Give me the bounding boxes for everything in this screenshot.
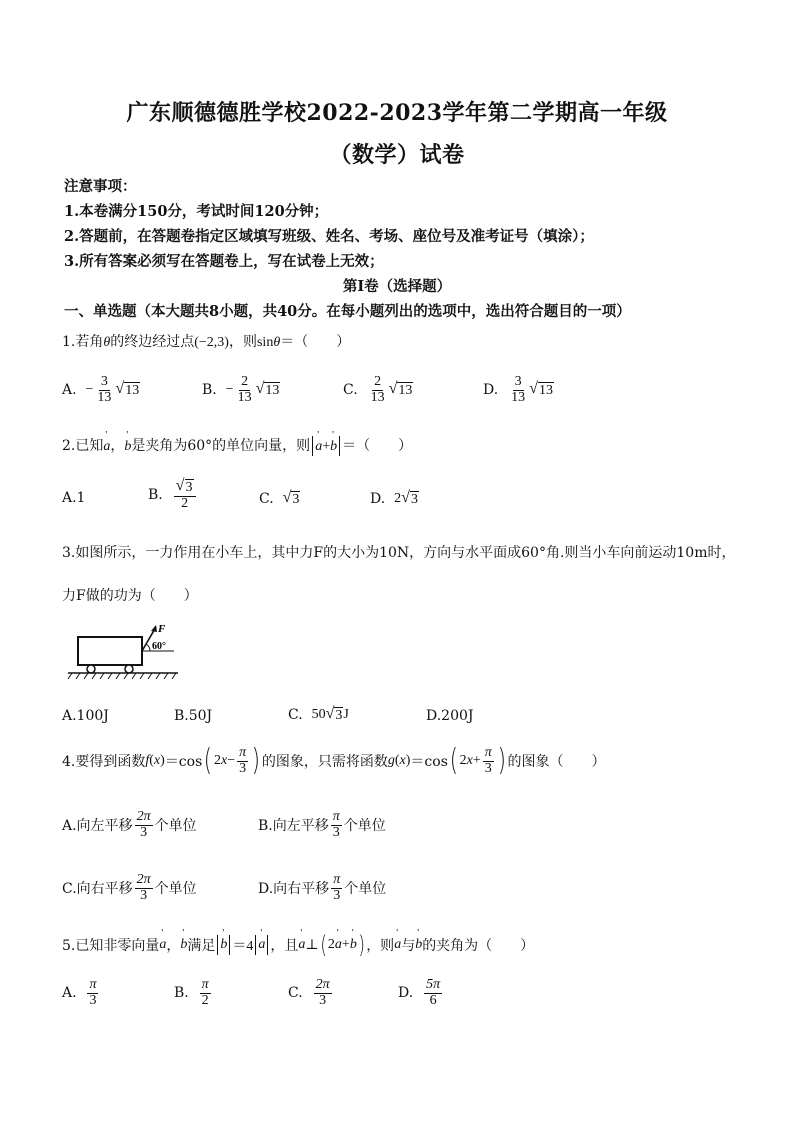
- exam-title: 广东顺德德胜学校2022-2023学年第二学期高一年级: [126, 100, 668, 126]
- q2-option-a: A.1: [62, 490, 86, 506]
- q1-option-c: C. $\frac{2}{13}$ √ 13: [343, 374, 413, 405]
- arrow-head-icon: [151, 625, 157, 632]
- q4-option-a: A.向左平移 $\frac{2\pi}{3}$ 个单位: [62, 809, 197, 840]
- cart-force-figure: [66, 615, 186, 683]
- q2-option-c: C. √ 3: [259, 488, 300, 507]
- notes-item: 2.答题前，在答题卷指定区域填写班级、姓名、考场、座位号及准考证号（填涂）；: [64, 228, 594, 245]
- question-2: 2.已知' a，' b是夹角为60°的单位向量，则' a+' b ＝（ ）: [62, 435, 412, 456]
- q2-option-b: B. √ 3 2: [148, 478, 198, 512]
- q2-option-d: D. 2 √ 3: [370, 488, 418, 507]
- notes-item: 1.本卷满分150分，考试时间120分钟；: [64, 203, 329, 220]
- q4-option-c: C.向右平移 $\frac{2\pi}{3}$ 个单位: [62, 872, 197, 903]
- cart-wheel: [125, 665, 133, 673]
- question-1: 1.若角θ的终边经过点(−2,3)，则sinθ＝（ ）: [62, 334, 351, 350]
- force-label: F: [158, 623, 166, 635]
- q1-option-b: B. − $\frac{2}{13}$ √ 13: [202, 374, 280, 405]
- notes-heading: 注意事项：: [64, 178, 137, 195]
- q4-option-b: B.向左平移 $\frac{\pi}{3}$ 个单位: [258, 809, 386, 840]
- q1-option-a: A. − $\frac{3}{13}$ √ 13: [62, 374, 140, 405]
- cart-wheel: [87, 665, 95, 673]
- q5-option-a: A. $\frac{\pi}{3}$: [62, 977, 97, 1008]
- q5-option-b: B. $\frac{\pi}{2}$: [174, 977, 209, 1008]
- exam-subtitle: （数学）试卷: [329, 142, 465, 168]
- q3-option-a: A.100J: [62, 708, 109, 724]
- cart-body: [78, 637, 142, 665]
- notes-item: 3.所有答案必须写在答题卷上，写在试卷上无效；: [64, 253, 384, 270]
- q4-option-d: D.向右平移 $\frac{\pi}{3}$ 个单位: [258, 872, 387, 903]
- q5-option-d: D. $\frac{5\pi}{6}$: [398, 977, 441, 1008]
- part-heading: 第Ⅰ卷（选择题）: [342, 278, 452, 295]
- q3-option-d: D.200J: [426, 708, 474, 724]
- q3-option-b: B.50J: [174, 708, 213, 724]
- q5-option-c: C. $\frac{2\pi}{3}$: [288, 977, 330, 1008]
- question-5: 5.已知非零向量 ' a ， ' b 满足 ' b ＝4 ' a ，且 ' a ⊥ ( 2 ' a + ' b ) ，则 ' a 与 ' b 的夹角为（ ）: [62, 933, 534, 957]
- question-3-line2: 力F做的功为（ ）: [62, 588, 198, 604]
- q3-option-c: C. 50 √ 3 J: [288, 704, 349, 723]
- angle-arc: [146, 644, 150, 651]
- question-3-line1: 3.如图所示，一力作用在小车上，其中力F的大小为10N，方向与水平面成60°角.则当小车向前运动10m时，: [62, 545, 736, 561]
- question-4: 4.要得到函数 f ( x ) ＝cos ( 2 x − $\frac{\pi}{3}$ ) 的图象，只需将函数 g ( x ) ＝cos ( 2 x + $\frac{\pi}{3}$ ) 的图象（ ）: [62, 743, 606, 779]
- q1-option-d: D. $\frac{3}{13}$ √ 13: [483, 374, 553, 405]
- section-heading: 一、单选题（本大题共8小题，共40分。在每小题列出的选项中，选出符合题目的一项）: [64, 303, 631, 320]
- ground-hatch: [68, 673, 176, 679]
- angle-label: 60°: [152, 641, 166, 652]
